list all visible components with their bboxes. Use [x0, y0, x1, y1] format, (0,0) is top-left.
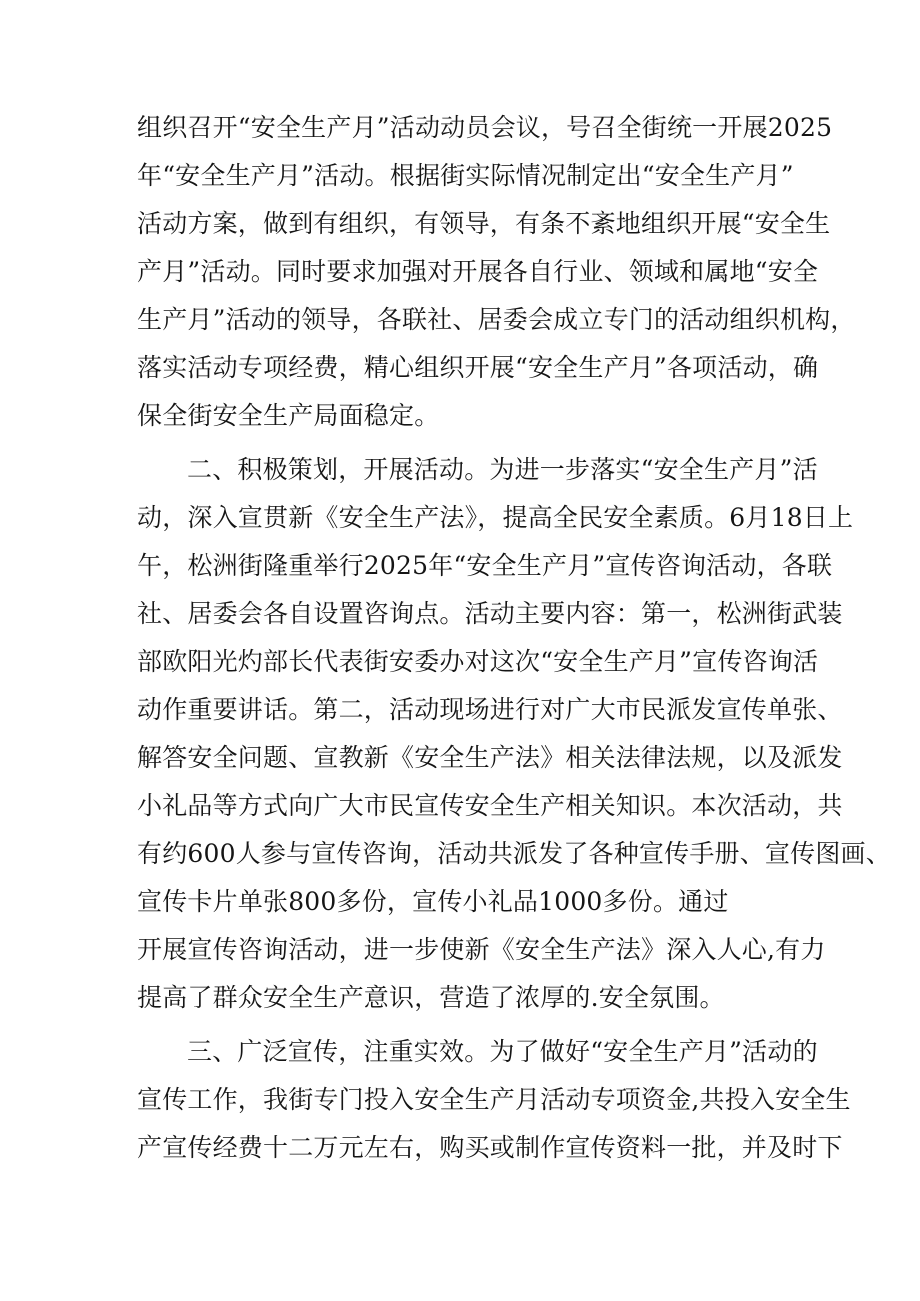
text-line: 开展宣传咨询活动，进一步使新《安全生产法》深入人心,有力 — [137, 935, 826, 964]
text-line: 宣传卡片单张800多份，宣传小礼品1000多份。通过 — [137, 887, 729, 916]
text-line: 动，深入宣贯新《安全生产法》，提高全民安全素质。6月18日上 — [137, 503, 854, 532]
text-line: 社、居委会各自设置咨询点。活动主要内容：第一，松洲街武装 — [137, 599, 843, 628]
text-line: 有约600人参与宣传咨询，活动共派发了各种宣传手册、宣传图画、 — [137, 839, 891, 868]
text-line: 产月”活动。同时要求加强对开展各自行业、领域和属地“安全 — [137, 257, 819, 286]
text-line: 生产月”活动的领导，各联社、居委会成立专门的活动组织机构， — [137, 305, 856, 334]
text-line: 年“安全生产月”活动。根据街实际情况制定出“安全生产月” — [137, 161, 794, 190]
text-line: 提高了群众安全生产意识，营造了浓厚的.安全氛围。 — [137, 983, 725, 1012]
text-line: 部欧阳光灼部长代表街安委办对这次“安全生产月”宣传咨询活 — [137, 647, 819, 676]
text-line: 活动方案，做到有组织，有领导，有条不紊地组织开展“安全生 — [137, 209, 831, 238]
text-line: 午，松洲街隆重举行2025年“安全生产月”宣传咨询活动，各联 — [137, 551, 833, 580]
section-heading-line: 二、积极策划，开展活动。为进一步落实“安全生产月”活 — [187, 455, 818, 484]
text-line: 落实活动专项经费，精心组织开展“安全生产月”各项活动，确 — [137, 353, 819, 382]
text-line: 小礼品等方式向广大市民宣传安全生产相关知识。本次活动，共 — [137, 791, 843, 820]
section-heading-line: 三、广泛宣传，注重实效。为了做好“安全生产月”活动的 — [187, 1037, 818, 1066]
text-line: 组织召开“安全生产月”活动动员会议，号召全街统一开展2025 — [137, 113, 833, 142]
text-line: 解答安全问题、宣教新《安全生产法》相关法律法规，以及派发 — [137, 743, 843, 772]
text-line: 动作重要讲话。第二，活动现场进行对广大市民派发宣传单张、 — [137, 695, 843, 724]
text-line: 保全街安全生产局面稳定。 — [137, 401, 440, 430]
text-line: 产宣传经费十二万元左右，购买或制作宣传资料一批，并及时下 — [137, 1133, 843, 1162]
text-line: 宣传工作，我街专门投入安全生产月活动专项资金,共投入安全生 — [137, 1085, 851, 1114]
